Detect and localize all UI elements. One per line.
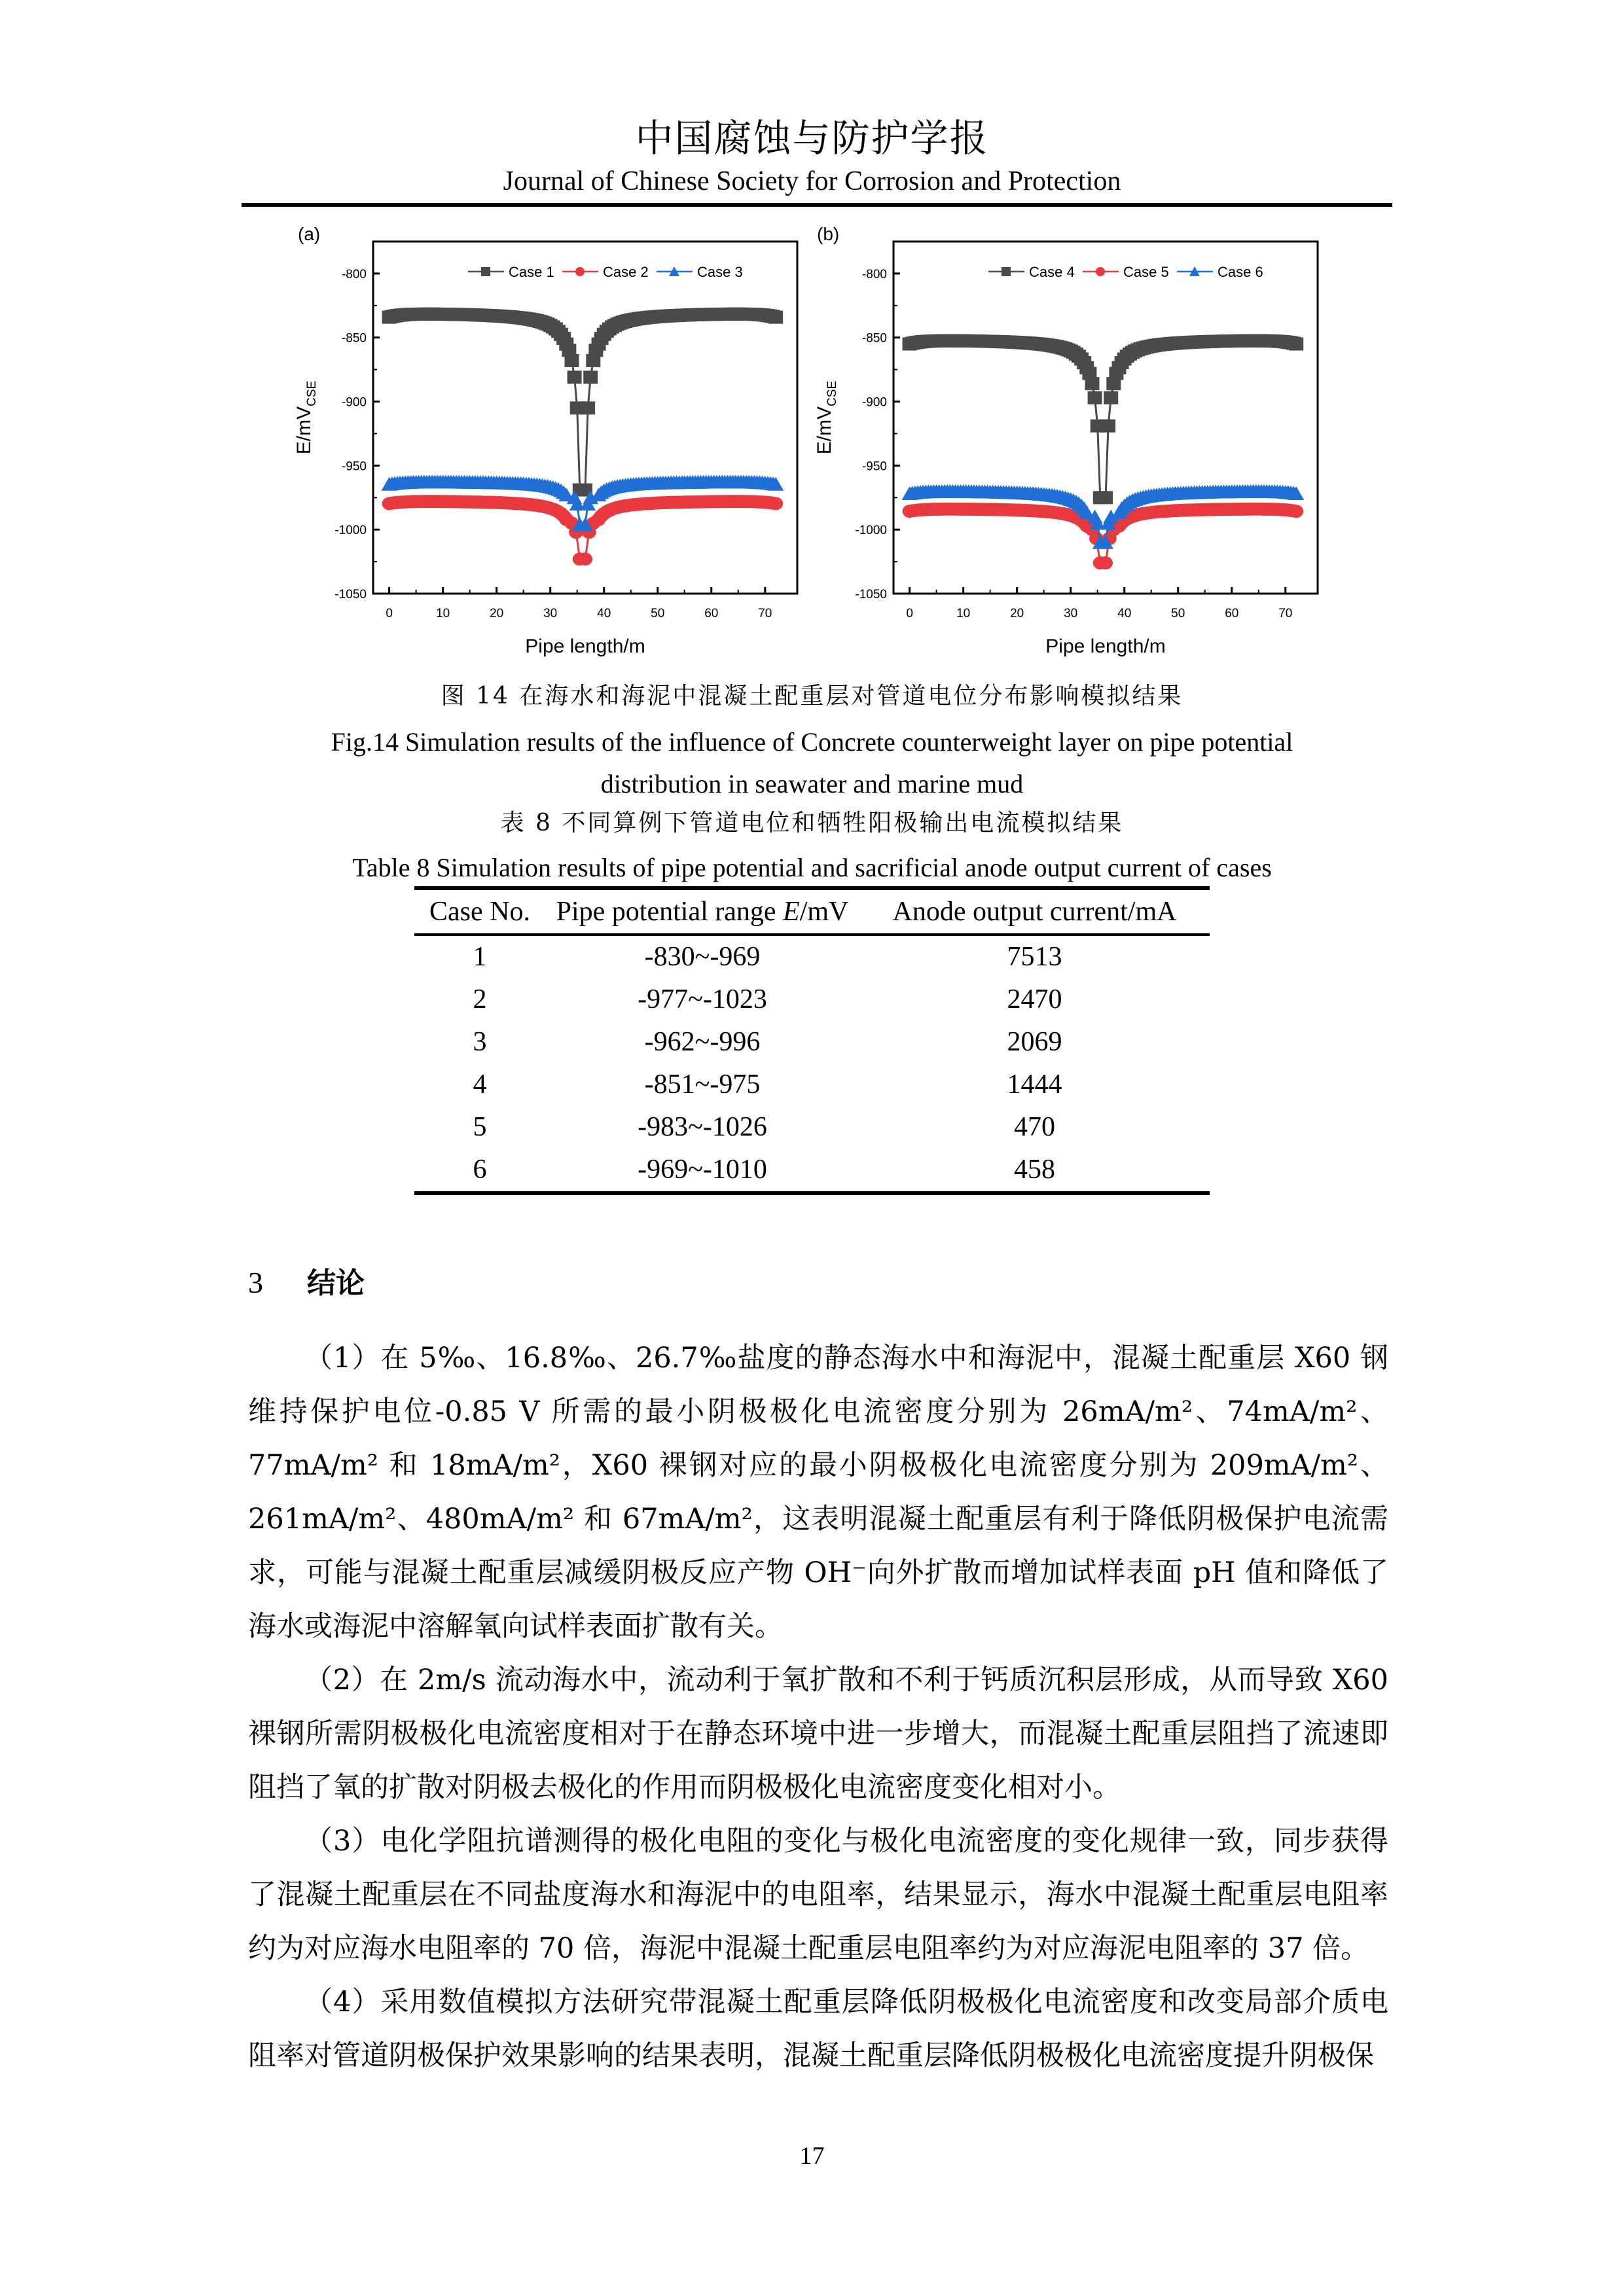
chart-legend <box>468 264 743 280</box>
y-axis-label: $E/mV_{CSE}$ <box>814 380 839 455</box>
legend-label: Case 4 <box>1029 264 1075 280</box>
x-tick-label: 50 <box>651 607 665 620</box>
y-tick-label: -1000 <box>334 524 367 538</box>
conclusion-paragraph-2: （2）在 2m/s 流动海水中，流动利于氧扩散和不利于钙质沉积层形成，从而导致 X60 裸钢所需阴极极化电流密度相对于在静态环境中进一步增大，而混凝土配重层阻挡了流速即阻挡了氧的扩散对阴极去极化的作用而阴极极化电流密度变化相对小。 <box>248 1664 1388 1804</box>
table-caption-cn: 表 8 不同算例下管道电位和牺牲阳极输出电流模拟结果 <box>500 810 1124 836</box>
x-tick-label: 0 <box>386 607 393 620</box>
chart-legend <box>988 264 1263 280</box>
table-row: 6 -969~-1010 458 <box>414 1149 1210 1193</box>
y-tick-label: -900 <box>341 395 367 410</box>
journal-title-cn: 中国腐蚀与防护学报 <box>635 116 989 160</box>
circle-marker-icon <box>1096 267 1105 276</box>
legend-label: Case 2 <box>603 264 649 280</box>
col-header-current: Anode output current/mA <box>892 896 1177 927</box>
table-row: 5 -983~-1026 470 <box>473 1112 1055 1142</box>
y-tick-label: -1050 <box>334 588 367 601</box>
section-title: 结论 <box>307 1266 365 1300</box>
section-heading <box>248 1263 365 1303</box>
conclusion-paragraph-4: （4）采用数值模拟方法研究带混凝土配重层降低阴极极化电流密度和改变局部介质电阻率对管道阴极保护效果影响的结果表明，混凝土配重层降低阴极极化电流密度提升阴极保 <box>248 1986 1388 2072</box>
results-table <box>414 886 1210 1195</box>
x-tick-label: 0 <box>906 607 913 620</box>
chart-panel-a <box>281 236 805 661</box>
x-tick-label: 40 <box>1117 607 1132 620</box>
y-tick-label: -850 <box>341 331 367 346</box>
y-tick-label: -1000 <box>855 524 887 538</box>
chart-panel-b <box>802 236 1326 661</box>
plot-frame <box>373 242 797 594</box>
y-tick-label: -900 <box>861 395 887 410</box>
x-tick-label: 10 <box>436 607 450 620</box>
table-caption-en: Table 8 Simulation results of pipe potential and sacrificial anode output current of cases <box>352 853 1272 882</box>
y-tick-label: -800 <box>861 267 887 281</box>
legend-label: Case 1 <box>509 264 554 280</box>
square-marker-icon <box>481 267 490 276</box>
x-tick-label: 30 <box>543 607 558 620</box>
x-tick-label: 20 <box>490 607 504 620</box>
col-header-case: Case No. <box>429 896 530 927</box>
section-number: 3 <box>248 1266 263 1299</box>
series-case-5 <box>903 503 1304 569</box>
table-row: 2 -977~-1023 2470 <box>473 984 1062 1014</box>
journal-title-en: Journal of Chinese Society for Corrosion and Protection <box>503 166 1121 196</box>
x-axis-label: Pipe length/m <box>525 636 645 657</box>
table-row: 3 -962~-996 2069 <box>473 1027 1062 1057</box>
x-tick-label: 10 <box>956 607 971 620</box>
y-tick-label: -950 <box>341 459 367 474</box>
x-tick-label: 30 <box>1064 607 1078 620</box>
x-tick-label: 70 <box>1278 607 1293 620</box>
x-tick-label: 20 <box>1010 607 1024 620</box>
y-tick-label: -950 <box>861 459 887 474</box>
square-marker-icon <box>1001 267 1011 276</box>
figure-caption-en-line1: Fig.14 Simulation results of the influence of Concrete counterweight layer on pipe potential <box>331 727 1293 757</box>
table-row: 1 -830~-969 7513 <box>473 942 1062 972</box>
x-tick-label: 60 <box>704 607 719 620</box>
x-tick-label: 70 <box>758 607 772 620</box>
y-tick-label: -1050 <box>855 588 887 601</box>
y-tick-label: -800 <box>341 267 367 281</box>
panel-label-b: (b) <box>817 224 840 244</box>
page-number: 17 <box>799 2142 825 2170</box>
table-row: 4 -851~-975 1444 <box>473 1069 1062 1100</box>
y-tick-label: -850 <box>861 331 887 346</box>
conclusion-paragraph-1: （1）在 5‰、16.8‰、26.7‰盐度的静态海水中和海泥中，混凝土配重层 X60 钢维持保护电位-0.85 V 所需的最小阴极极化电流密度分别为 26mA/m²、74mA/m²、77mA/m² 和 18mA/m²，X60 裸钢对应的最小阴极极化电流密度分别为 209mA/m²、261mA/m²、480mA/m² 和 67mA/m²，这表明混凝土配重层有利于降低阴极保护电流需求，可能与混凝土配重层减缓阴极反应产物 OH⁻向外扩散而增加试样表面 pH 值和降低了海水或海泥中溶解氧向试样表面扩散有关。 <box>248 1342 1388 1643</box>
legend-label: Case 6 <box>1218 264 1263 280</box>
x-tick-label: 50 <box>1171 607 1185 620</box>
x-tick-label: 40 <box>597 607 611 620</box>
header-rule <box>242 203 1392 207</box>
series-case-1 <box>382 308 784 497</box>
col-header-potential: Pipe potential range E/mV <box>556 896 849 927</box>
x-tick-label: 60 <box>1225 607 1239 620</box>
conclusion-paragraph-3: （3）电化学阻抗谱测得的极化电阻的变化与极化电流密度的变化规律一致，同步获得了混凝土配重层在不同盐度海水和海泥中的电阻率，结果显示，海水中混凝土配重层电阻率约为对应海水电阻率的 70 倍，海泥中混凝土配重层电阻率约为对应海泥电阻率的 37 倍。 <box>248 1825 1388 1965</box>
x-axis-label: Pipe length/m <box>1045 636 1166 657</box>
series-case-4 <box>903 334 1304 505</box>
panel-label-a: (a) <box>298 224 321 244</box>
table-header-row <box>414 888 1210 935</box>
legend-label: Case 5 <box>1123 264 1169 280</box>
figure-caption-en-line2: distribution in seawater and marine mud <box>600 769 1024 798</box>
y-axis-label: $E/mV_{CSE}$ <box>293 380 319 455</box>
circle-marker-icon <box>575 267 585 276</box>
legend-label: Case 3 <box>697 264 743 280</box>
figure-caption-cn: 图 14 在海水和海泥中混凝土配重层对管道电位分布影响模拟结果 <box>441 683 1183 709</box>
